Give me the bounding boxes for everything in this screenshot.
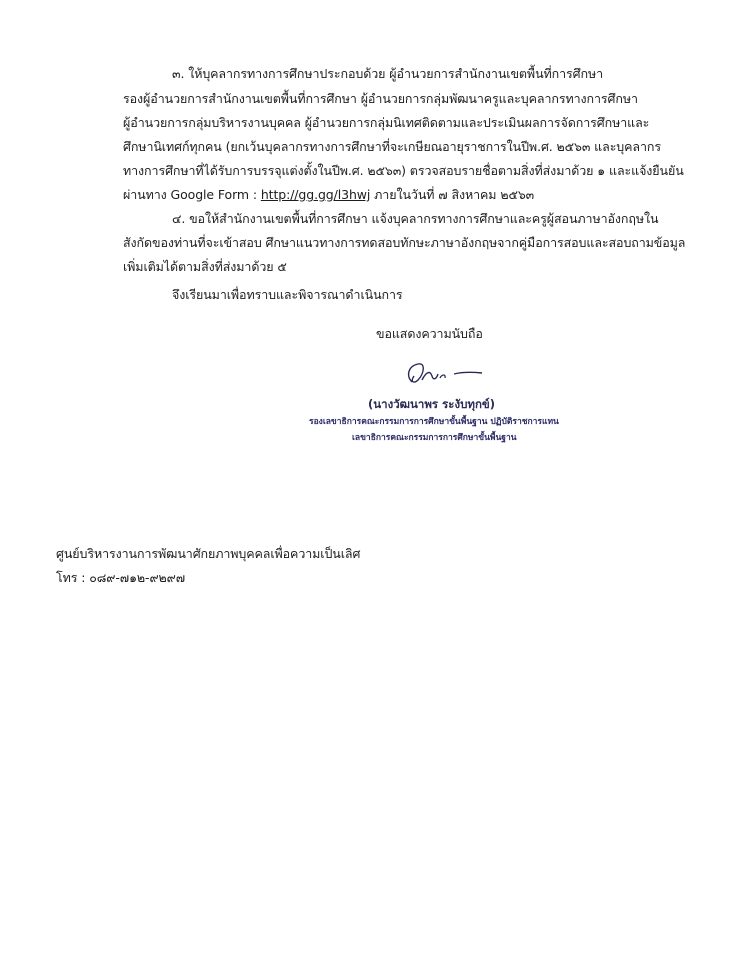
google-form-link[interactable]: http://gg.gg/l3hwj bbox=[260, 187, 371, 202]
signer-position-1: รองเลขาธิการคณะกรรมการการศึกษาขั้นพื้นฐาน ปฏิบัติราชการแทน bbox=[309, 417, 559, 427]
signer-name: (นางวัฒนาพร ระงับทุกข์) bbox=[368, 397, 496, 411]
item4-line-2: สังกัดของท่านที่จะเข้าสอบ ศึกษาแนวทางการทดสอบทักษะภาษาอังกฤษจากคู่มือการสอบและสอบถามข้อมูล bbox=[123, 235, 686, 250]
item3-line-5: ทางการศึกษาที่ได้รับการบรรจุแต่งตั้งในปีพ.ศ. ๒๕๖๓) ตรวจสอบรายชื่อตามสิ่งที่ส่งมาด้วย ๑ และแจ้งยืนยัน bbox=[123, 163, 684, 178]
google-form-label: ผ่านทาง Google Form : bbox=[123, 187, 261, 202]
signer-position-2: เลขาธิการคณะกรรมการการศึกษาขั้นพื้นฐาน bbox=[352, 433, 517, 443]
footer-office: ศูนย์บริหารงานการพัฒนาศักยภาพบุคคลเพื่อความเป็นเลิศ bbox=[56, 546, 361, 561]
item3-line-1: ๓. ให้บุคลากรทางการศึกษาประกอบด้วย ผู้อำนวยการสำนักงานเขตพื้นที่การศึกษา bbox=[172, 66, 604, 81]
deadline-text: ภายในวันที่ ๗ สิงหาคม ๒๕๖๓ bbox=[370, 187, 535, 202]
closing-sentence: จึงเรียนมาเพื่อทราบและพิจารณาดำเนินการ bbox=[172, 287, 403, 302]
item4-line-1: ๔. ขอให้สำนักงานเขตพื้นที่การศึกษา แจ้งบุคลากรทางการศึกษาและครูผู้สอนภาษาอังกฤษใน bbox=[172, 211, 659, 226]
item3-line-2: รองผู้อำนวยการสำนักงานเขตพื้นที่การศึกษา ผู้อำนวยการกลุ่มพัฒนาครูและบุคลากรทางการศึกษา bbox=[123, 91, 638, 106]
item3-line-4: ศึกษานิเทศก์ทุกคน (ยกเว้นบุคลากรทางการศึกษาที่จะเกษียณอายุราชการในปีพ.ศ. ๒๕๖๓ และบุคลากร bbox=[123, 139, 661, 154]
salutation: ขอแสดงความนับถือ bbox=[376, 326, 483, 341]
item3-line-3: ผู้อำนวยการกลุ่มบริหารงานบุคคล ผู้อำนวยการกลุ่มนิเทศติดตามและประเมินผลการจัดการศึกษาและ bbox=[123, 115, 650, 130]
item3-line-6 bbox=[123, 187, 534, 203]
handwritten-signature bbox=[398, 356, 488, 390]
footer-phone: โทร : ๐๘๙-๗๑๒-๙๒๙๗ bbox=[56, 570, 185, 585]
item4-line-3: เพิ่มเติมได้ตามสิ่งที่ส่งมาด้วย ๕ bbox=[123, 259, 287, 274]
